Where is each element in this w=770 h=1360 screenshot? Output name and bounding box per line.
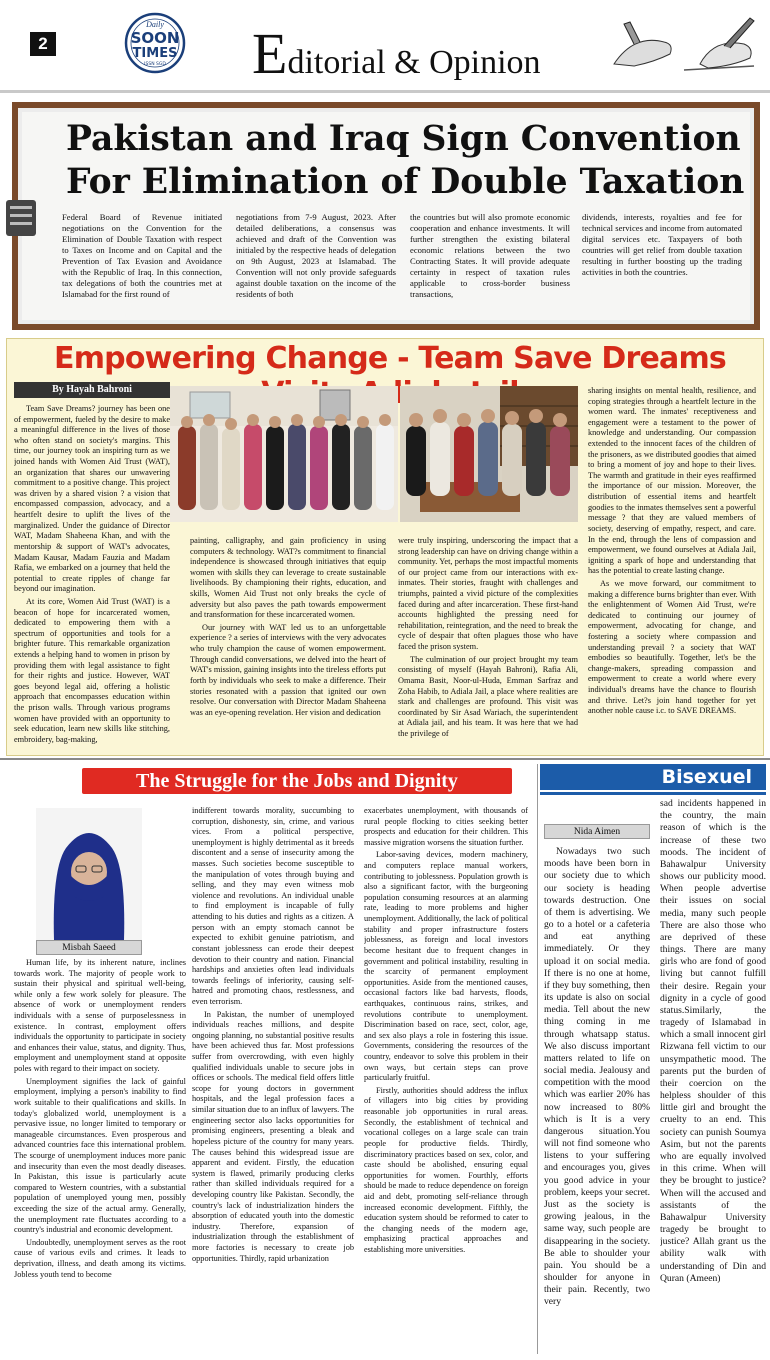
top-story-col-4: dividends, interests, royalties and fee for technical services and income from automated digital services etc. Taxpayers of both countries will get relief from double taxation resulting in further boosting up the trading activities in both the countries. xyxy=(582,212,742,277)
empowering-col-1 xyxy=(14,404,170,750)
paragraph: Labor-saving devices, modern machinery, and computers replace manual workers, contributing to joblessness. Population growth is also a significant factor, with the burgeoning population consuming resources at an alarming rate, leading to more problems and higher unemployment. Additionally, the lack of political stability and proper infrastructure fosters joblessness, as foreign and local investors become hesitant due to frequent changes in government and political instability, resulting in the scarcity of permanent employment opportunities. Aside from the mentioned causes, occasional factors like bad harvests, floods, earthquakes, continuous rains, strikes, and revolutions contribute to unemployment. Discrimination based on race, sect, color, age, and sex also plays a role in fostering this issue. Governments, considering the resources of the country, endeavor to solve this problem in their own ways, but certain steps can prove particularly fruitful. xyxy=(364,850,528,1083)
struggle-col-2 xyxy=(192,806,354,1354)
paragraph: sharing insights on mental health, resilience, and coping strategies through a heartfelt lecture in the women ward. The inmates' receptiveness and engagement were a testament to the power of knowledge and understanding. Our compassion extended to the innocent faces of the children of the prisoners, as we distributed goodies that aimed to bring a moment of joy and hope to their lives. The warmth and gratitude in their eyes reaffirmed the importance of our mission. Moreover, the distribution of essential items and heartfelt goodies to the inmates themselves sent a powerful message ? that they are valued members of society, deserving of empathy, respect, and care. In the end, through the lens of compassion and empowerment, we found ourselves at Adiala Jail, igniting a spark of hope and understanding that has the potential to create lasting change. xyxy=(588,386,756,576)
paragraph: Team Save Dreams? journey has been one of empowerment, fueled by the desire to make a meaningful difference in the lives of those who often stand on society's margins. This time, our journey took an inspiring turn as we joined hands with Women Aid Trust (WAT), an organization that shares our unwavering commitment to a positive change. This project was driven by a shared vision ? a vision that encompassed compassion, advocacy, and a heartfelt desire to uplift the lives of the marginalized. Under the guidance of Director WAT, Madam Shaheena Khan, and with the mentorship & support of WAT's advocates, Madam Kausar, Madam Fauzia and Madam Rafia, we embarked on a journey that held the potential to create ripples of change far beyond our imagination. xyxy=(14,404,170,594)
logo-soon: SOON xyxy=(130,29,180,47)
section-title xyxy=(252,20,541,87)
group-photo-2 xyxy=(400,386,578,522)
binder-clip-icon xyxy=(4,198,38,238)
logo-times: TIMES xyxy=(132,46,178,61)
bisexuel-headline: Bisexuel xyxy=(540,764,766,790)
logo-issn: ISSN SGD xyxy=(144,62,166,67)
author-name-nida: Nida Aimen xyxy=(544,824,650,839)
bisexuel-rule xyxy=(540,792,766,795)
paragraph: Firstly, authorities should address the influx of villagers into big cities by providing reasonable job opportunities in rural areas. Secondly, the establishment of technical and vocational colleges on a large scale can train people for productive fields. Thirdly, discriminatory practices based on sex, color, and caste should be abolished, ensuring equal opportunities for women. Fourthly, efforts should be made to reduce dependence on foreign aid and debt, promoting self-reliance through increased economic development. Fifthly, the education system should be reformed to cater to the changing needs of the modern age, emphasizing practical approaches and establishing more universities. xyxy=(364,1085,528,1254)
empowering-col-2 xyxy=(190,536,386,750)
paragraph: indifferent towards morality, succumbing to corruption, dishonesty, sin, crime, and various vices. From a political perspective, unemployment is highly detrimental as it breeds discontent and a sense of insecurity among the masses. Such societies become susceptible to the manipulation of votes through buying and selling, and they may even witness mob violence and revolutions. An individual unable to find employment is incapable of fully attending to his duties and rights as a citizen. A person with an empty stomach cannot be expected to exhibit genuine patriotism, and constant joblessness can erode their deepest devotion to their country and nation. Financial hardships and anxieties often lead individuals towards feelings of inferiority, causing self-hatred and promoting chaos, restlessness, and even terrorism. xyxy=(192,806,354,1006)
empowering-col-4 xyxy=(588,386,756,750)
paragraph: Human life, by its inherent nature, inclines towards work. The majority of people work to sustain their physical and spiritual well-being, while only a few work solely for pleasure. The absence of work or unemployment renders individuals with a sense of purposelessness in existence. In contrast, employment offers individuals the opportunity to participate in society and enhances their value, status, and dignity. Thus, employment and unemployment stand at opposite poles with regard to their impact on society. xyxy=(14,958,186,1074)
group-photo-1 xyxy=(170,386,398,522)
bisexuel-col-1 xyxy=(544,846,650,1354)
newspaper-logo xyxy=(112,12,198,74)
author-portrait xyxy=(36,808,142,940)
section-rest: ditorial & Opinion xyxy=(287,44,541,81)
top-story-col-1: Federal Board of Revenue initiated negotiations on the Convention for the Elimination of Double Taxation with respect to Taxes on Income and on Capital and the Prevention of Tax Evasion and Avoidance with the Republic of Iraq. In this connection, tax delegations of both the countries met at Islamabad for the first round of xyxy=(62,212,222,299)
paragraph: Our journey with WAT led us to an unforgettable experience ? a series of interviews with the very advocates who truly champion the cause of women empowerment. Through candid conversations, we delved into the heart of WAT's mission, gaining insights into the tireless efforts put forth by individuals who seek to make a difference. Their stories resonated with a passion that ignited our own resolve. Our conversation with Director Madam Shaheena was an eye-opening revelation. Her vision and dedication xyxy=(190,622,386,717)
headline-line-2: For Elimination of Double Taxation xyxy=(66,162,745,202)
ink-pen-illustration xyxy=(604,14,762,76)
top-story-col-2: negotiations from 7-9 August, 2023. After detailed deliberations, a consensus was achieved and draft of the Convention was initialed by the respective heads of delegation on 9th August, 2023 at Islamabad. The Convention will not only provide safeguards against double taxation on the income of the residents of both xyxy=(236,212,396,299)
logo-daily: Daily xyxy=(146,20,164,29)
section-divider xyxy=(0,758,770,760)
empowering-byline: By Hayah Bahroni xyxy=(14,382,170,398)
paragraph: Unemployment signifies the lack of gainful employment, implying a person's inability to find work suitable to their qualifications and skills. In today's globalized world, unemployment is a pervasive issue, no longer limited to temporary or manageable circumstances. Even prosperous and advanced countries face this international problem. The scourge of unemployment induces more panic and insecurity than even the most deadly diseases. In Pakistan, this issue is particularly acute compared to Western countries, with a substantial population of unemployed young men, possibly exceeding the size of the actual army. Generally, the unemployment rate fluctuates according to a country's industrial and economic development. xyxy=(14,1076,186,1235)
paragraph: sad incidents happened in the country, the main reason of which is the increase of these two moods. The incident of Bahawalpur University shows our publicity mood. When people advertise their issues on social media, many such people There are also those who are deprived of these things. There are many girls who are fond of good living but cannot fulfill their desire. Regain your dignity in a cycle of good status.Similarly, the tragedy of Islamabad in which a small innocent girl Rizwana fell victim to our unsympathetic mood. The parents put the burden of their coercion on the helpless shoulder of this little girl and brought the cruelty to an end. This society can punish Soumya Asim, but not the parents who are equally involved in this crime. When will they be brought to justice? When will the accused and assistants of the Bahawalpur University tragedy be brought to justice? Allah grant us the ability walk with understanding of Din and Quran (Ameen) xyxy=(660,798,766,1284)
section-initial: E xyxy=(252,21,288,86)
paragraph: In Pakistan, the number of unemployed individuals reaches millions, and despite ongoing planning, no substantial positive results have been achieved thus far. Most professions suffer from overcrowding, with even highly qualified individuals unable to secure jobs in offices or schools. The medical field offers little scope for young doctors in government hospitals, and the legal profession faces a similar situation due to an influx of lawyers. The engineering sector also lacks opportunities for promising engineers, presenting a bleak and hopeless picture of the country for many years. The causes behind this widespread issue are apparent and evident. Firstly, the education system is flawed, primarily producing clerks rather than skilled individuals required for a developing country like Pakistan. Secondly, the country's lack of industrialization hinders the absorption of educated youth into the domestic industry. Therefore, expansion of industrialization through the establishment of more factories is necessary to create job opportunities. Thirdly, rapid urbanization xyxy=(192,1009,354,1263)
paragraph: As we move forward, our commitment to making a difference burns brighter than ever. With the enlightenment of Women Aid Trust, we're dedicated to continuing our journey of empowerment, advocating for change, and fostering a society where compassion and understanding prevail ? a society that WAT embodies so beautifully. Together, let's be the change-makers, spreading compassion and empowerment to create a world where every individual's dreams have the chance to flourish and thrive. Let?s join hand together for yet another noble cause i.c. to SAVE DREAMS. xyxy=(588,578,756,716)
headline-line-1: Pakistan and Iraq Sign Convention xyxy=(66,119,741,159)
struggle-headline: The Struggle for the Jobs and Dignity xyxy=(82,768,512,794)
paragraph: The culmination of our project brought my team consisting of myself (Hayah Bahroni), Rafia Ali, Omama Basit, Noor-ul-Huda, Emman Sarfraz and Zoha Habib, to Adiala Jail, a place where realities are stark and challenges are profound. This visit was coordinated by Sir Asad Wariach, the superintendent at Adiala jail, and his team. It was here that we had the privilege of xyxy=(398,654,578,738)
paragraph: Undoubtedly, unemployment serves as the root cause of various evils and crimes. It leads to deprivation, illness, and death among its victims. Jobless youth tend to become xyxy=(14,1237,186,1279)
page-number: 2 xyxy=(30,32,56,56)
paragraph: were truly inspiring, underscoring the impact that a strong leadership can have on driving change within a community. Yet, perhaps the most impactful moments of our project came from our interactions with ex-inmates. Their stories, fraught with challenges and triumphs, painted a vivid picture of the complexities faced during and after incarceration. These first-hand accounts highlighted the pressing need for rehabilitation, reintegration, and the need to break the cycle of despair that often plagues those who have faced the prison system. xyxy=(398,536,578,652)
paragraph: At its core, Women Aid Trust (WAT) is a beacon of hope for incarcerated women, dedicated to empowering them with a spectrum of opportunities and tools for a brighter future. This remarkable organization extends a helping hand to women in prison by providing them with legal assistance to fight for their rights and justice. However, WAT goes beyond legal aid, offering a holistic approach that encompasses education within the prison walls. Through various programs women have provided with an opportunity to seek education, learn new skills like stitching, embroidery, bag-making, xyxy=(14,596,170,744)
header-rule xyxy=(0,90,770,93)
bisexuel-col-2 xyxy=(660,798,766,1354)
struggle-col-1 xyxy=(14,958,186,1354)
column-divider xyxy=(537,764,538,1354)
author-name-misbah: Misbah Saeed xyxy=(36,940,142,955)
top-story-headline xyxy=(66,118,746,204)
empowering-col-3 xyxy=(398,536,578,750)
struggle-col-3 xyxy=(364,806,528,1354)
paragraph: painting, calligraphy, and gain proficiency in using computers & technology. WAT?s commitment to financial independence is showcased through initiatives that equip women with skills they can leverage to create sustainable livelihoods. By championing their rights, education, and skills, Women Aid Trust not only breaks the cycle of adversity but also paves the path towards empowerment and transformation for these incarcerated women. xyxy=(190,536,386,620)
paragraph: exacerbates unemployment, with thousands of rural people flocking to cities seeking better prospects and education for their children. This massive migration worsens the situation further. xyxy=(364,806,528,847)
top-story-col-3: the countries but will also promote economic cooperation and enhance investments. It will further strengthen the existing bilateral economic relations between the two Contracting States. It will provide adequate certainty in respect of taxation rules applicable to cross-border business transactions, xyxy=(410,212,570,299)
empowering-headline: Empowering Change - Team Save Dreams xyxy=(54,341,726,376)
paragraph: Nowadays two such moods have been born in our society due to which our society is heading towards destruction. One of them is advertising. We go to a hotel or a cafeteria and eat anything immediately. Or they upload it on social media. If there is no one at home, if they buy something, then its update is also on social media. Tell about the new thing coming in me through whatsapp status. We also discuss important matters related to life on social media. Jealousy and competition with the mood which was earlier 20% has now increased to 80% which is It is a very dangerous situation.You will not find someone who listens to your suffering and encourages you, gives you good advice in your problem, keeps your secret. Just as the society is growing jealous, in the same way, such people are disappearing in the society. Be able to shoulder your pain. You should be a shoulder for anyone in their pain. Recently, two very xyxy=(544,846,650,1308)
